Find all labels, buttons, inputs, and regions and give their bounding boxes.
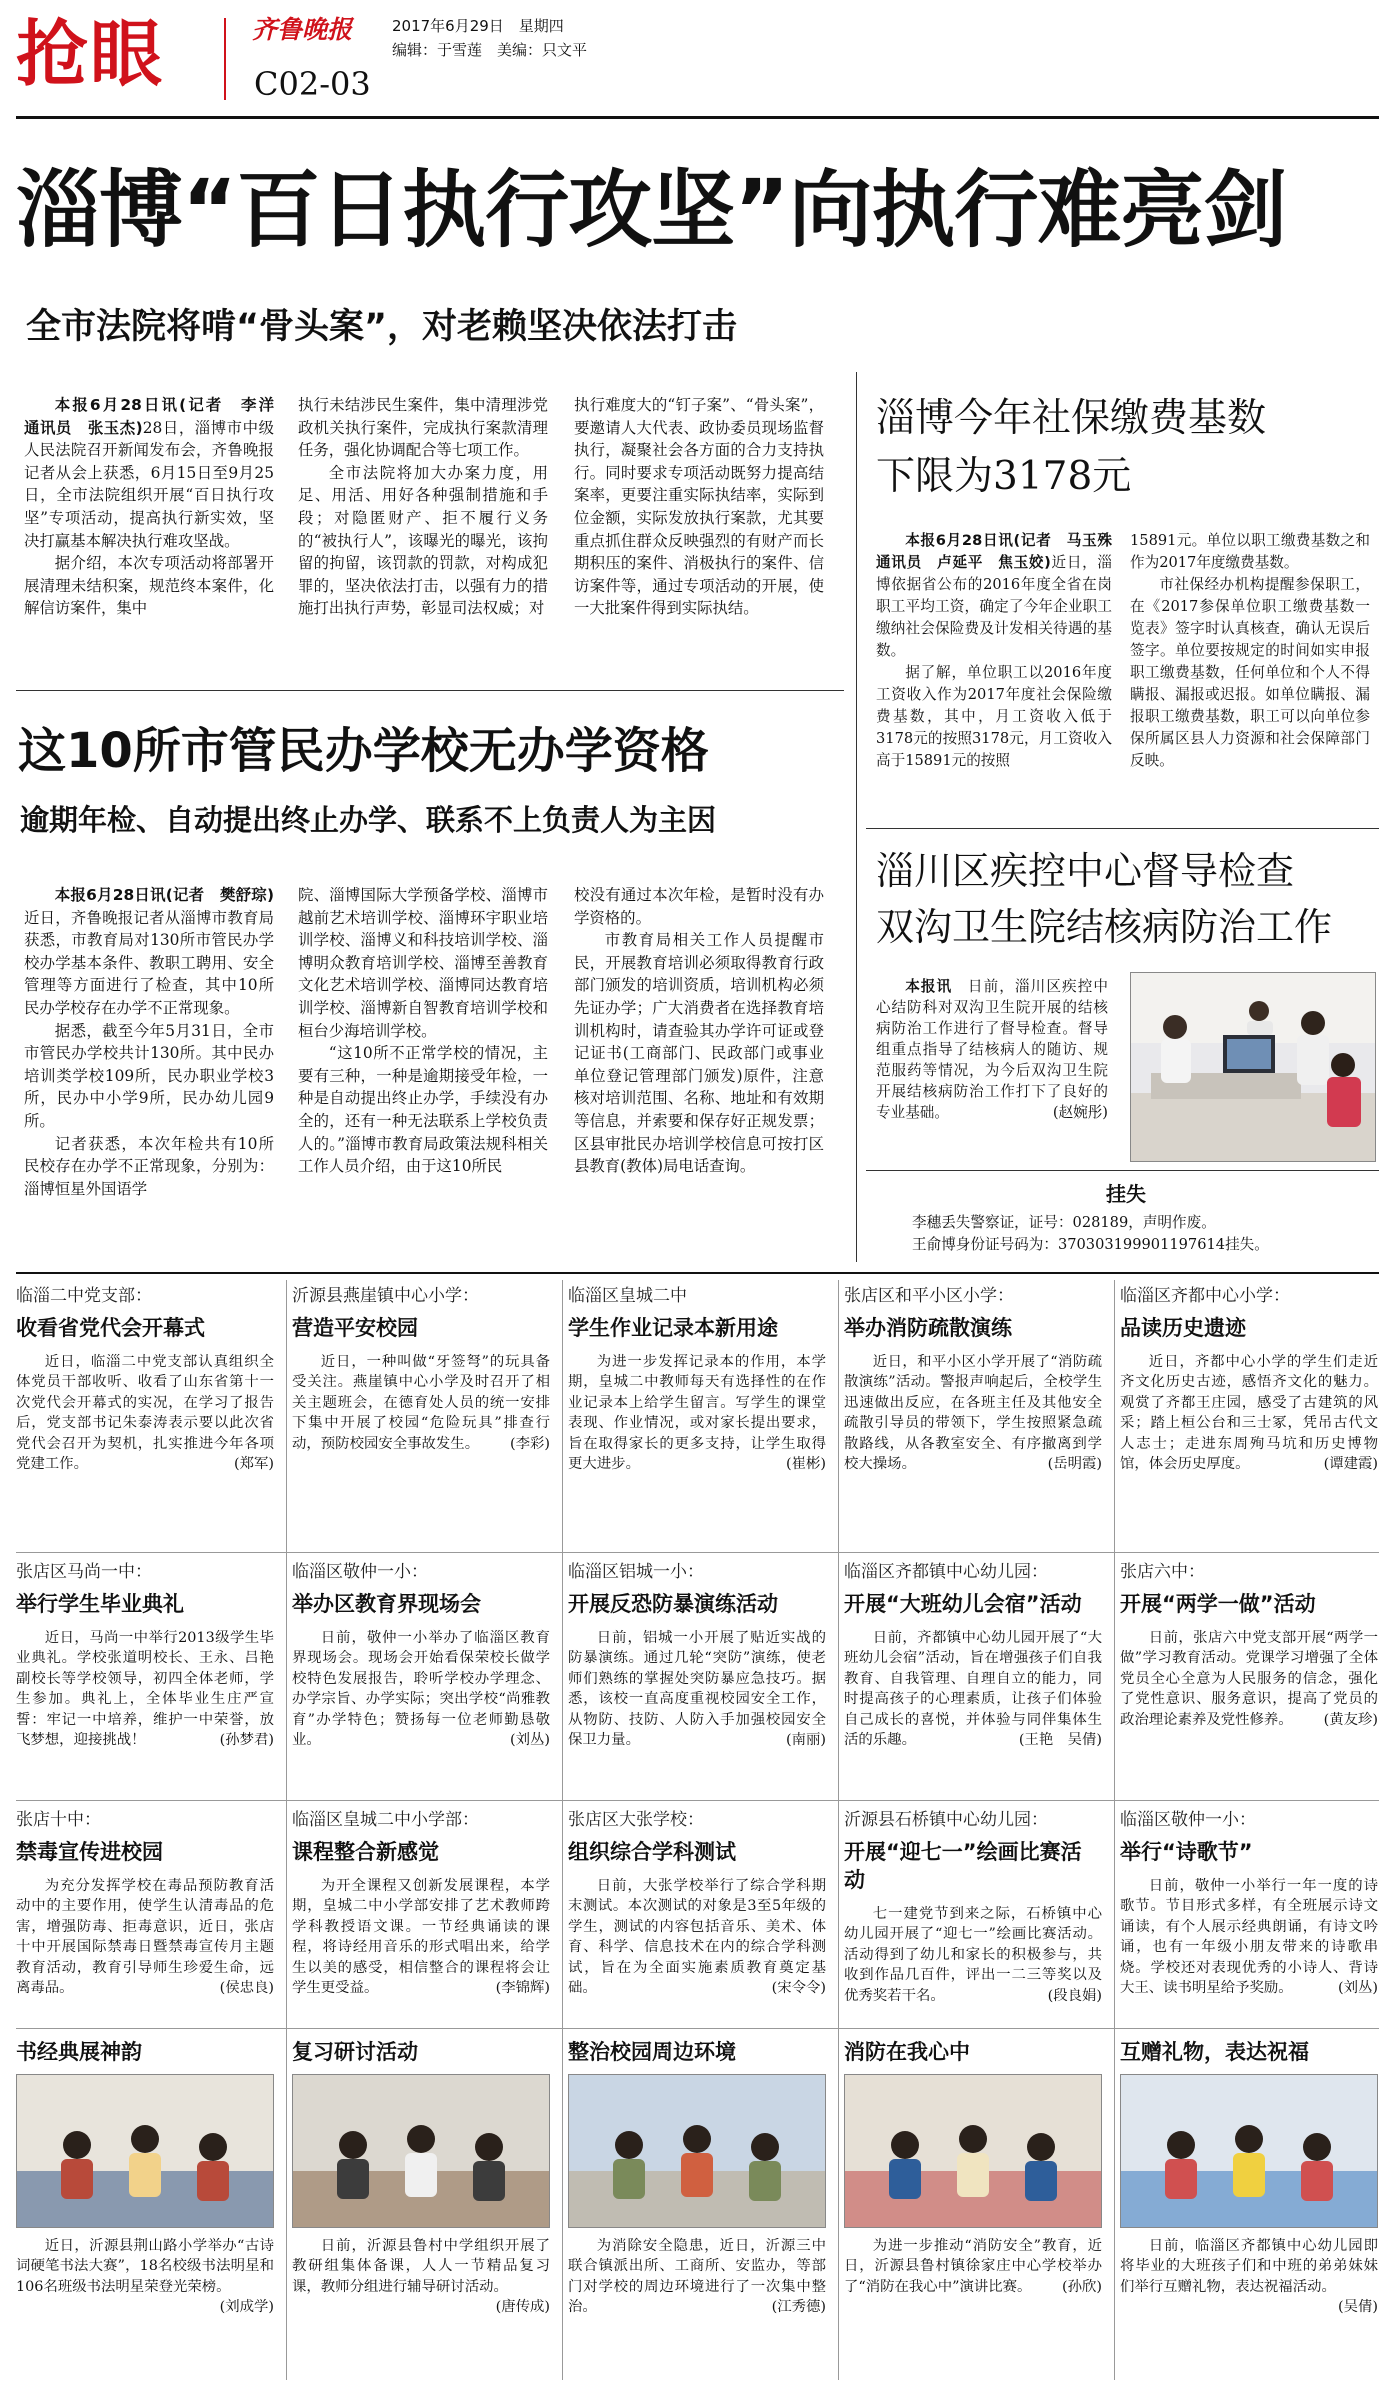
social-cdc-divider	[866, 828, 1379, 829]
brief-unit: 临淄区敬仲一小：	[1120, 1810, 1256, 1830]
lost-line-2: 王俞博身份证号码为：370303199901197614挂失。	[912, 1236, 1269, 1253]
brief-author: (侯忠良)	[219, 1980, 274, 1997]
photo-brief-title: 整治校园周边环境	[568, 2040, 736, 2064]
brief-title: 组织综合学科测试	[568, 1840, 736, 1864]
brief-unit: 临淄区齐都镇中心幼儿园：	[844, 1562, 1048, 1582]
photo-brief-title: 消防在我心中	[844, 2040, 970, 2064]
brief-author: (郑军)	[233, 1456, 274, 1473]
briefs-row-divider	[16, 1552, 1379, 1553]
lead-column-1	[24, 394, 290, 672]
right-column-divider	[856, 372, 857, 1262]
brief-item	[568, 1560, 826, 1796]
brief-title: 学生作业记录本新用途	[568, 1316, 778, 1340]
brief-text: 近日，齐都中心小学的学生们走近齐文化历史古迹，感悟齐文化的魅力。观赏了齐都王庄园，感受了古建筑的风采；踏上桓公台和三士冢，凭吊古代文人志士；走进东周殉马坑和历史博物馆，体会历史厚度。 (谭建霞)	[1120, 1352, 1378, 1474]
brief-title: 开展反恐防暴演练活动	[568, 1592, 778, 1616]
photo-brief-author: (唐传成)	[495, 2299, 550, 2316]
cdc-headline-1: 淄川区疾控中心督导检查	[876, 849, 1295, 893]
brief-author: (刘丛)	[1337, 1980, 1378, 1997]
issue-date: 2017年6月29日 星期四	[392, 17, 564, 35]
cdc-byline: 本报讯	[905, 978, 953, 995]
photo-brief	[16, 2036, 274, 2384]
lost-line-1: 李穗丢失警察证，证号：028189，声明作废。	[912, 1214, 1216, 1231]
brief-unit: 临淄二中党支部：	[16, 1286, 152, 1306]
social-text-4: 市社保经办机构提醒参保职工，在《2017参保单位职工缴费基数一览表》签字时认真核查，确认无误后签字。单位要按规定的时间如实申报职工缴费基数，任何单位和个人不得瞒报、漏报或迟报。如单位瞒报、漏报职工缴费基数，职工可以向单位参保所属区县人力资源和社会保障部门反映。	[1130, 576, 1370, 769]
brief-unit: 临淄区皇城二中小学部：	[292, 1810, 479, 1830]
cdc-lost-divider	[866, 1170, 1379, 1171]
brief-author: (孙梦君)	[219, 1732, 274, 1749]
school-column-2	[298, 884, 548, 1256]
photo-brief	[1120, 2036, 1378, 2384]
briefs-top-rule	[16, 1272, 1379, 1274]
social-text-1: 近日，淄博依据省公布的2016年度全省在岗职工平均工资，确定了今年企业职工缴纳社会保险费及计发相关待遇的基数。	[876, 554, 1112, 659]
brief-text: 为充分发挥学校在毒品预防教育活动中的主要作用，使学生认清毒品的危害，增强防毒、拒毒意识，近日，张店十中开展国际禁毒日暨禁毒宣传月主题教育活动，教育引导师生珍爱生命，远离毒品。 (侯忠良)	[16, 1876, 274, 1998]
brief-item	[1120, 1808, 1378, 2018]
school-column-1	[24, 884, 274, 1256]
page-number: C02-03	[254, 65, 371, 103]
brief-unit: 张店区大张学校：	[568, 1810, 704, 1830]
photo-brief-image	[844, 2074, 1102, 2228]
brief-unit: 张店十中：	[16, 1810, 101, 1830]
school-text-6: 校没有通过本次年检，是暂时没有办学资格的。	[574, 886, 824, 927]
social-byline: 本报6月28日讯(记者 马玉殊 通讯员 卢延平 焦玉姣)	[876, 532, 1127, 571]
brief-author: (刘丛)	[509, 1732, 550, 1749]
brief-item	[292, 1560, 550, 1796]
brief-author: (岳明霞)	[1047, 1456, 1102, 1473]
brief-item	[16, 1808, 274, 2018]
school-column-3	[574, 884, 824, 1256]
brief-title: 举办区教育界现场会	[292, 1592, 481, 1616]
brief-title: 开展“两学一做”活动	[1120, 1592, 1316, 1616]
brief-text: 为开全课程又创新发展课程，本学期，皇城二中小学部安排了艺术教师跨学科教授语文课。一节经典诵读的课程，将诗经用音乐的形式唱出来，给学生以美的感受，相信整合的课程将会让学生更受益。 (李锦辉)	[292, 1876, 550, 1998]
cdc-photo	[1130, 972, 1376, 1162]
briefs-col-divider-1	[286, 1280, 287, 2380]
brief-unit: 张店区和平小区小学：	[844, 1286, 1014, 1306]
editors-line: 编辑：于雪莲 美编：只文平	[392, 41, 588, 59]
lead-text-1: 28日，淄博市中级人民法院召开新闻发布会，齐鲁晚报记者从会上获悉，6月15日至9月25日，全市法院组织开展“百日执行攻坚”专项活动，提高执行新实效，坚决打赢基本解决执行难攻坚战。	[24, 418, 274, 550]
brief-item	[292, 1284, 550, 1548]
photo-brief-image	[292, 2074, 550, 2228]
lead-subhead: 全市法院将啃“骨头案”，对老赖坚决依法打击	[26, 307, 738, 347]
school-text-4: 院、淄博国际大学预备学校、淄博市越前艺术培训学校、淄博环宇职业培训学校、淄博义和科技培训学校、淄博明众教育培训学校、淄博至善教育文化艺术培训学校、淄博同达教育培训学校、淄博新自智教育培训学校和桓台少海培训学校。	[298, 886, 548, 1040]
brief-author: (李锦辉)	[495, 1980, 550, 1997]
photo-brief-title: 复习研讨活动	[292, 2040, 418, 2064]
paper-logo: 齐鲁晚报	[252, 15, 353, 44]
photo-brief-text: 日前，临淄区齐都镇中心幼儿园即将毕业的大班孩子们和中班的弟弟妹妹们举行互赠礼物，表达祝福活动。 (吴倩)	[1120, 2236, 1378, 2297]
social-headline-2: 下限为3178元	[876, 454, 1132, 499]
brief-title: 营造平安校园	[292, 1316, 418, 1340]
brief-unit: 张店区马尚一中：	[16, 1562, 152, 1582]
brief-unit: 临淄区铝城一小：	[568, 1562, 704, 1582]
brief-author: (崔彬)	[785, 1456, 826, 1473]
brief-unit: 临淄区皇城二中	[568, 1286, 687, 1306]
lead-text-5: 执行难度大的“钉子案”、“骨头案”，要邀请人大代表、政协委员现场监督执行，凝聚社会各方面的合力支持执行。同时要求专项活动既努力提高结案率，更要注重实际执结率，实际到位金额，实际发放执行案款，尤其要重点抓住群众反映强烈的有财产而长期积压的案件、消极执行的案件、信访案件等，通过专项活动的开展，使一大批案件得到实际执结。	[574, 396, 824, 618]
brief-author: (李彩)	[509, 1435, 550, 1452]
photo-brief-image	[1120, 2074, 1378, 2228]
brief-title: 开展“迎七一”绘画比赛活动	[844, 1840, 1082, 1892]
school-subhead: 逾期年检、自动提出终止办学、联系不上负责人为主因	[20, 803, 717, 837]
lost-title: 挂失	[1106, 1182, 1146, 1206]
brief-author: (谭建霞)	[1323, 1456, 1378, 1473]
brief-author: (南丽)	[785, 1732, 826, 1749]
social-text-3: 15891元。单位以职工缴费基数之和作为2017年度缴费基数。	[1130, 532, 1370, 571]
photo-brief	[844, 2036, 1102, 2384]
social-text-2: 据了解，单位职工以2016年度工资收入作为2017年度社会保险缴费基数，其中，月工资收入低于3178元的按照3178元，月工资收入高于15891元的按照	[876, 664, 1112, 769]
brief-text: 日前，大张学校举行了综合学科期末测试。本次测试的对象是3至5年级的学生，测试的内容包括音乐、美术、体育、科学、信息技术在内的综合学科测试，旨在为全面实施素质教育奠定基础。 (宋令令)	[568, 1876, 826, 1998]
brief-text: 日前，张店六中党支部开展“两学一做”学习教育活动。党课学习增强了全体党员全心全意为人民服务的信念，强化了党性意识、服务意识，提高了党员的政治理论素养及党性修养。 (黄友珍)	[1120, 1628, 1378, 1730]
brief-unit: 张店六中：	[1120, 1562, 1205, 1582]
school-text-2: 据悉，截至今年5月31日，全市市管民办学校共计130所。其中民办培训类学校109所，民办职业学校3所，民办中小学9所，民办幼儿园9所。	[24, 1021, 274, 1130]
photo-brief	[292, 2036, 550, 2384]
brief-title: 品读历史遗迹	[1120, 1316, 1246, 1340]
briefs-row-divider	[16, 2028, 1379, 2029]
brief-text: 日前，敬仲一小举行一年一度的诗歌节。节目形式多样，有全班展示诗文诵读，有个人展示经典朗诵，有诗文吟诵，也有一年级小朋友带来的诗歌串烧。学校还对表现优秀的小诗人、背诗大王、读书明星给予奖励。 (刘丛)	[1120, 1876, 1378, 1998]
lead-text-2: 据介绍，本次专项活动将部署开展清理未结积案，规范终本案件，化解信访案件，集中	[24, 554, 274, 618]
brief-text: 近日，和平小区小学开展了“消防疏散演练”活动。警报声响起后，全校学生迅速做出反应，在各班主任及其他安全疏散引导员的带领下，学生按照紧急疏散路线，从各教室安全、有序撤离到学校大操场。 (岳明霞)	[844, 1352, 1102, 1474]
photo-brief	[568, 2036, 826, 2384]
cdc-author: (赵婉彤)	[1052, 1104, 1108, 1121]
brief-title: 收看省党代会开幕式	[16, 1316, 205, 1340]
school-text-7: 市教育局相关工作人员提醒市民，开展教育培训必须取得教育行政部门颁发的培训资质，培训机构必须先证办学；广大消费者在选择教育培训机构时，请查验其办学许可证或登记证书(工商部门、民政部门或事业单位登记管理部门颁发)原件，注意核对培训范围、名称、地址和有效期等信息，并索要和保存好正规发票；区县审批民办培训学校信息可按打区县教育(教体)局电话查询。	[574, 931, 824, 1176]
section-title: 抢眼	[16, 12, 165, 96]
cdc-column	[876, 976, 1108, 1162]
brief-unit: 临淄区齐都中心小学：	[1120, 1286, 1290, 1306]
lead-text-4: 全市法院将加大办案力度，用足、用活、用好各种强制措施和手段；对隐匿财产、拒不履行义务的“被执行人”，该曝光的曝光，该拘留的拘留，该罚款的罚款，对构成犯罪的，坚决依法打击，以强有力的措施打出执行声势，彰显司法权威；对	[298, 463, 548, 618]
photo-brief-author: (江秀德)	[771, 2299, 826, 2316]
school-text-3: 记者获悉，本次年检共有10所民校存在办学不正常现象，分别为：淄博恒星外国语学	[24, 1134, 274, 1198]
school-headline: 这10所市管民办学校无办学资格	[18, 723, 709, 779]
brief-item	[844, 1808, 1102, 2018]
social-column-1	[876, 530, 1127, 816]
brief-title: 举办消防疏散演练	[844, 1316, 1012, 1340]
brief-text: 近日，临淄二中党支部认真组织全体党员干部收听、收看了山东省第十一次党代会开幕式的实况，在学习了报告后，党支部书记朱泰涛表示要以此次省党代会召开为契机，扎实推进今年各项党建工作。 (郑军)	[16, 1352, 274, 1474]
photo-brief-title: 书经典展神韵	[16, 2040, 142, 2064]
brief-unit: 沂源县石桥镇中心幼儿园：	[844, 1810, 1048, 1830]
brief-text: 七一建党节到来之际，石桥镇中心幼儿园开展了“迎七一”绘画比赛活动。活动得到了幼儿和家长的积极参与，共收到作品几百件，评出一二三等奖以及优秀奖若干名。 (段良娟)	[844, 1904, 1102, 2006]
brief-item	[844, 1560, 1102, 1796]
social-column-2	[1130, 530, 1370, 816]
photo-brief-author: (刘成学)	[219, 2299, 274, 2316]
masthead-bottom-rule	[16, 116, 1379, 119]
brief-text: 日前，敬仲一小举办了临淄区教育界现场会。现场会开始看保荣校长做学校特色发展报告，聆听学校办学理念、办学宗旨、办学实际；突出学校“尚雅教育”办学特色；赞扬每一位老师勤恳敬业。 (刘丛)	[292, 1628, 550, 1750]
briefs-col-divider-2	[562, 1280, 563, 2380]
briefs-col-divider-4	[1114, 1280, 1115, 2380]
brief-text: 日前，齐都镇中心幼儿园开展了“大班幼儿会宿”活动，旨在增强孩子们自我教育、自我管理、自理自立的能力，同时提高孩子的心理素质，让孩子们体验自己成长的喜悦，并体验与同伴集体生活的乐趣。 (王艳 吴倩)	[844, 1628, 1102, 1750]
brief-title: 课程整合新感觉	[292, 1840, 439, 1864]
briefs-col-divider-3	[838, 1280, 839, 2380]
brief-title: 禁毒宣传进校园	[16, 1840, 163, 1864]
photo-brief-text: 日前，沂源县鲁村中学组织开展了教研组集体备课，人人一节精品复习课，教师分组进行辅导研讨活动。 (唐传成)	[292, 2236, 550, 2297]
brief-item	[568, 1808, 826, 2018]
photo-brief-image	[16, 2074, 274, 2228]
brief-item	[16, 1560, 274, 1796]
brief-item	[568, 1284, 826, 1548]
brief-text: 日前，铝城一小开展了贴近实战的防暴演练。通过几轮“突防”演练，使老师们熟练的掌握处突防暴应急技巧。据悉，该校一直高度重视校园安全工作，从物防、技防、人防入手加强校园安全保卫力量。 (南丽)	[568, 1628, 826, 1750]
brief-text: 近日，马尚一中举行2013级学生毕业典礼。学校张道明校长、王永、吕艳副校长等学校领导，初四全体老师，学生参加。典礼上，全体毕业生庄严宣誓：牢记一中培养，维护一中荣誉，放飞梦想，迎接挑战！ (孙梦君)	[16, 1628, 274, 1750]
brief-item	[292, 1808, 550, 2018]
photo-brief-author: (孙欣)	[1061, 2278, 1102, 2295]
school-text-5: “这10所不正常学校的情况，主要有三种，一种是逾期接受年检，一种是自动提出终止办学，手续没有办全的，还有一种无法联系上学校负责人的。”淄博市教育局政策法规科相关工作人员介绍，由于这10所民	[298, 1044, 548, 1176]
cdc-headline-2: 双沟卫生院结核病防治工作	[876, 905, 1333, 949]
social-headline-1: 淄博今年社保缴费基数	[876, 396, 1267, 441]
photo-brief-text: 为消除安全隐患，近日，沂源三中联合镇派出所、工商所、安监办，等部门对学校的周边环境进行了一次集中整治。 (江秀德)	[568, 2236, 826, 2318]
brief-unit: 临淄区敬仲一小：	[292, 1562, 428, 1582]
photo-brief-author: (吴倩)	[1337, 2299, 1378, 2316]
photo-brief-image	[568, 2074, 826, 2228]
briefs-row-divider	[16, 1800, 1379, 1801]
brief-author: (宋令令)	[771, 1980, 826, 1997]
brief-text: 为进一步发挥记录本的作用，本学期，皇城二中教师每天有选择性的在作业记录本上给学生留言。写学生的课堂表现、作业情况，或对家长提出要求，旨在取得家长的更多支持，让学生取得更大进步。 (崔彬)	[568, 1352, 826, 1474]
photo-brief-text: 近日，沂源县荆山路小学举办“古诗词硬笔书法大赛”，18名校级书法明星和106名班级书法明星荣登光荣榜。 (刘成学)	[16, 2236, 274, 2297]
brief-author: (王艳 吴倩)	[1018, 1732, 1102, 1749]
lead-column-2	[298, 394, 548, 672]
brief-title: 举行学生毕业典礼	[16, 1592, 184, 1616]
brief-text: 近日，一种叫做“牙签弩”的玩具备受关注。燕崖镇中心小学及时召开了相关主题班会，在德育处人员的统一安排下集中开展了校园“危险玩具”排查行动，预防校园安全事故发生。 (李彩)	[292, 1352, 550, 1454]
masthead-divider	[224, 18, 226, 100]
brief-item	[1120, 1560, 1378, 1796]
brief-unit: 沂源县燕崖镇中心小学：	[292, 1286, 479, 1306]
brief-author: (段良娟)	[1047, 1987, 1102, 2004]
school-text-1: 近日，齐鲁晚报记者从淄博市教育局获悉，市教育局对130所市管民办学校办学基本条件、教职工聘用、安全管理等方面进行了检查，其中10所民办学校存在办学不正常现象。	[24, 908, 274, 1017]
brief-title: 举行“诗歌节”	[1120, 1840, 1253, 1864]
school-byline: 本报6月28日讯(记者 樊舒琮)	[54, 886, 274, 904]
photo-brief-text: 为进一步推动“消防安全”教育，近日，沂源县鲁村镇徐家庄中心学校举办了“消防在我心中”演讲比赛。 (孙欣)	[844, 2236, 1102, 2297]
brief-item	[16, 1284, 274, 1548]
photo-brief-title: 互赠礼物，表达祝福	[1120, 2040, 1309, 2064]
brief-title: 开展“大班幼儿会宿”活动	[844, 1592, 1082, 1616]
lead-text-3: 执行未结涉民生案件，集中清理涉党政机关执行案件，完成执行案款清理任务，强化协调配合等七项工作。	[298, 396, 548, 460]
lead-byline: 本报6月28日讯(记者 李洋 通讯员 张玉杰)	[24, 396, 290, 437]
brief-author: (黄友珍)	[1323, 1711, 1378, 1728]
cdc-text: 日前，淄川区疾控中心结防科对双沟卫生院开展的结核病防治工作进行了督导检查。督导组重点指导了结核病人的随访、规范服药等情况，为今后双沟卫生院开展结核病防治工作打下了良好的专业基础。	[876, 978, 1108, 1121]
lead-headline: 淄博“百日执行攻坚”向执行难亮剑	[16, 161, 1287, 259]
brief-item	[1120, 1284, 1378, 1548]
lead-school-divider	[16, 690, 844, 691]
brief-item	[844, 1284, 1102, 1548]
lead-column-3	[574, 394, 824, 672]
